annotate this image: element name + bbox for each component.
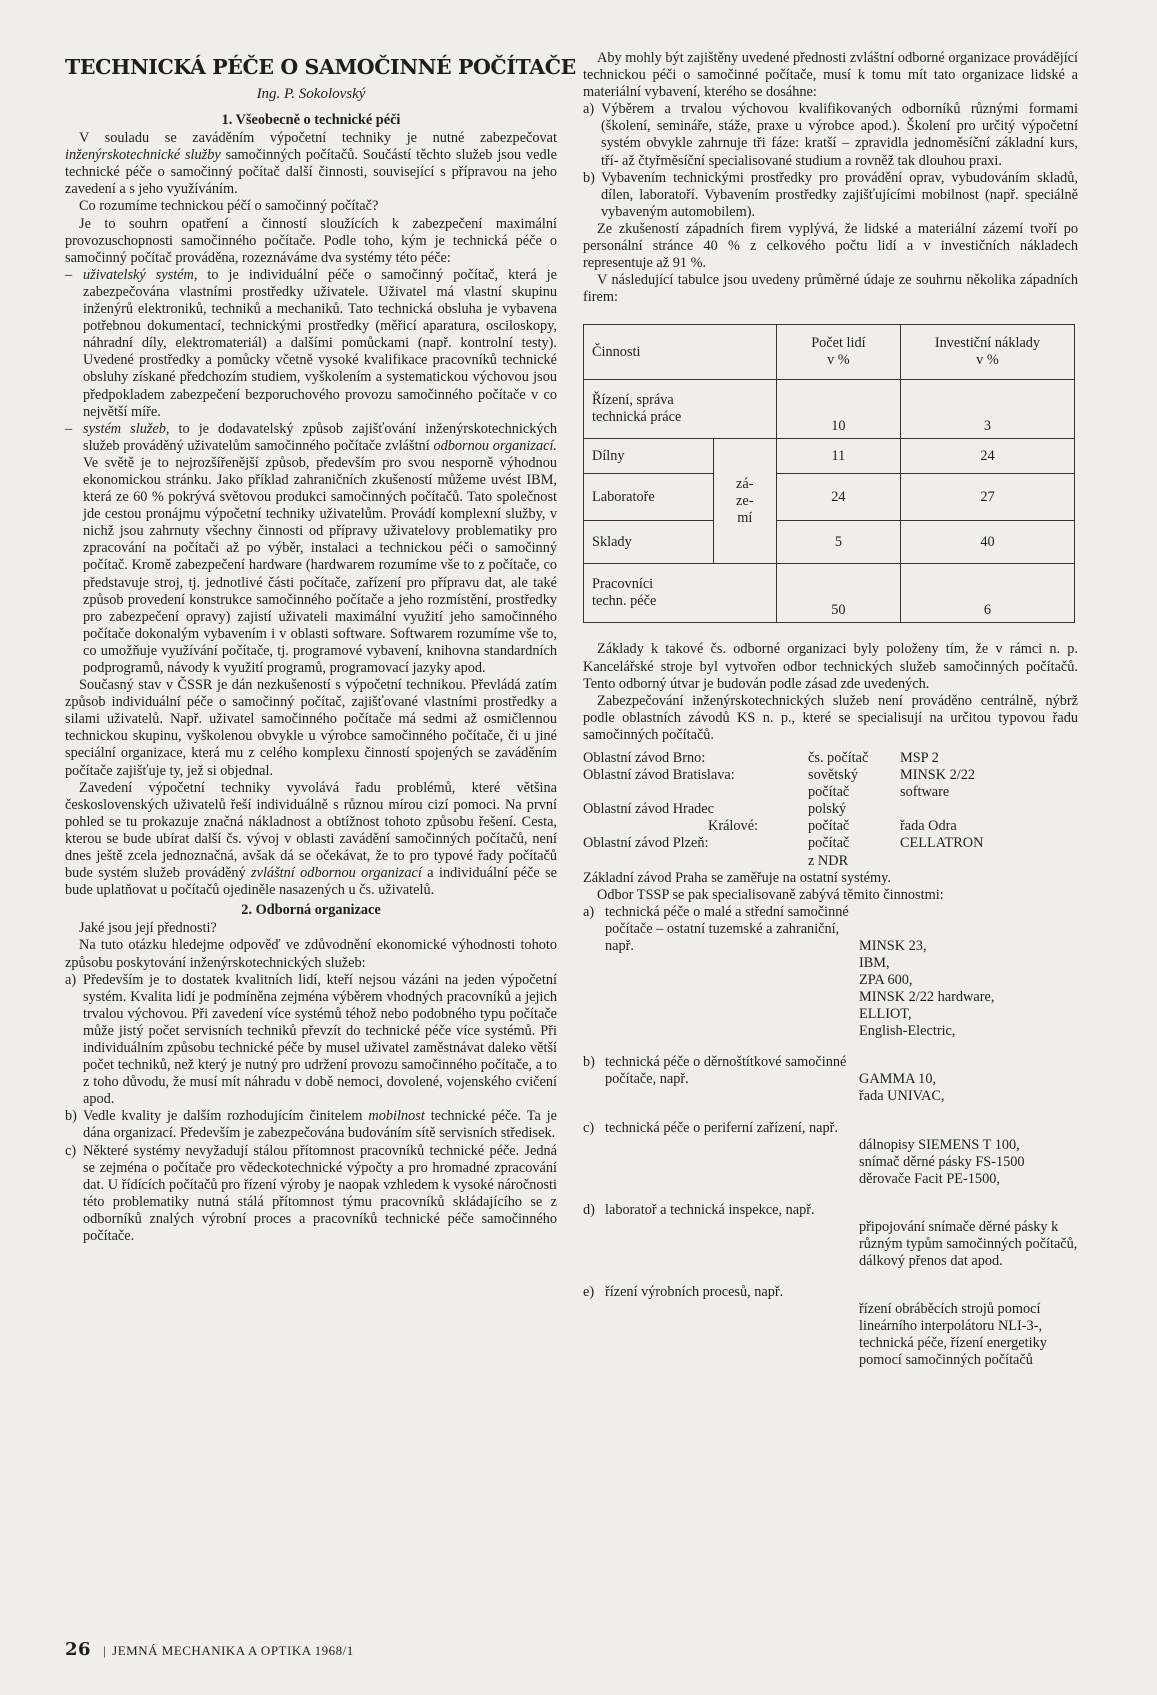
regional-plants-list [583,750,1078,870]
plant-name: Oblastní závod Plzeň: [583,835,709,852]
table-cell: 6 [900,564,1074,623]
plant-computer: CELLATRON [900,835,984,852]
list-item: b) Vedle kvality je dalším rozhodujícím činitelem mobilnost technické péče. Ta je dána organizací. Především je zabezpečována budováním sítě servisních středisek. [65,1108,557,1142]
list-item: c) Některé systémy nevyžadují stálou přítomnost pracovníků technické péče. Jedná se zejména o počítače pro vědeckotechnické výpočty a pro hromadné zpracování dat. U řídících počítačů pro řízení výroby je naopak vzhledem k vysoké náročnosti této problematiky nutná stálá přítomnost týmu pracovníků skládajícího se z odborníků znalých výrobní proces a pracovníků technické péče samočinného počítače. [65,1142,557,1244]
paragraph: Základy k takové čs. odborné organizaci byly položeny tím, že v rámci n. p. Kancelářské stroje byl vytvořen odbor technických služeb samočinných počítačů. Tento odborný útvar je budován podle zásad zde uvedených. [583,641,1078,692]
paragraph: Na tuto otázku hledejme odpověď ve zdůvodnění ekonomické výhodnosti tohoto způsobu poskytování inženýrskotechnických služeb: [65,937,557,971]
article-title: TECHNICKÁ PÉČE O SAMOČINNÉ POČÍTAČE [65,55,576,79]
paragraph: Zavedení výpočetní techniky vyvolává řadu problémů, které většina československých uživatelů řeší individuálně s různou mírou cizí pomoci. Na první pohled se tu prokazuje značná nákladnost a obtížnost tohoto způsobu řešení. Cesta, kterou se bude ubírat další čs. vývoj v oblasti zavádění samočinných počítačů, není dnes ještě zcela jednoznačná, avšak dá se očekávat, že to pro typové řady počítačů bude systém služeb prováděný zvláštní odbornou organizací a individuální péče se bude uplatňovat u počítačů ojediněle nasazených u čs. uživatelů. [65,779,557,899]
page-footer [65,1639,354,1660]
service-examples: MINSK 23, IBM, ZPA 600, MINSK 2/22 hardware, ELLIOT, English-Electric, [859,937,995,1040]
table-cell: 24 [900,439,1074,474]
plant-type: sovětský počítač [808,767,859,801]
paragraph: Zabezpečování inženýrskotechnických služeb není prováděno centrálně, nýbrž podle oblastních závodů KS n. p., které se specialisují na určitou typovou řadu samočinných počítačů. [583,692,1078,743]
table-header-cell: Činnosti [584,325,777,380]
plant-computer: MSP 2 [900,749,939,766]
journal-name: JEMNÁ MECHANIKA A OPTIKA 1968/1 [112,1643,354,1658]
left-column [65,50,576,1245]
table-cell: 24 [776,474,900,521]
service-item: c) technická péče o periferní zařízení, např. [583,1119,838,1136]
table-cell: Laboratoře [584,474,714,521]
plant-name: Oblastní závod Brno: [583,749,706,766]
table-cell: 11 [776,439,900,474]
paragraph: V souladu se zaváděním výpočetní techniky je nutné zabezpečovat inženýrskotechnické služby samočinných počítačů. Součástí těchto služeb jsou vedle technické péče o samočinný počítač další činnosti, související s přípravou na jeho zavedení a s jeho využíváním. [65,130,557,198]
table-cell: Dílny [584,439,714,474]
table-header-row [584,325,1075,380]
dash-item: – systém služeb, to je dodavatelský způsob zajišťování inženýrskotechnických služeb prováděný uživatelům samočinného počítače zvláštní odbornou organizací. Ve světě je to nejrozšířenější způsob, především pro svou nesporně výhodnou ekonomickou stránku. Jako příklad zahraničních zkušeností můžeme uvést IBM, která ze 60 % pokrývá světovou produkci samočinných počítačů. Tato společnost jde cestou pronájmu výpočetní techniky uživatelům. Provádí komplexní služby, v nichž jsou zahrnuty všechny činnosti od přípravy uživatelovy problematiky pro zpracování na počítači až po výběr, instalaci a technickou péči o samočinný počítač. Kromě zabezpečení hardware (hardwarem rozumíme vše to z počítače, co představuje stroj, tj. jednotlivé části počítače, zařízení pro přípravu dat, ale také způsob provedení konstrukce samočinného počítače a jeho rozmístění, prostředky pro zabezpečení opravy) zajistí uživateli maximální využití jeho samočinného počítače dokonalým vybavením i v oblasti software. Softwarem rozumíme vše to, co umožňuje využívání počítače, tj. programové vybavení, knihovna standardních podprogramů, návody k využití programů, programovací jazyky apod. [65,420,557,676]
paragraph: Ze zkušeností západních firem vyplývá, že lidské a materiální zázemí tvoří po personální stránce 40 % z celkového počtu lidí a v investičních nákladech representuje až 91 %. [583,220,1078,272]
table-header-cell: Počet lidí v % [776,325,900,380]
table-cell: 3 [900,380,1074,439]
service-item: e) řízení výrobních procesů, např. [583,1284,784,1301]
paragraph: Odbor TSSP se pak specialisovaně zabývá těmito činnostmi: [597,886,944,903]
table-row [584,439,1075,474]
plant-type: čs. počítač [808,749,869,766]
dash-item: – uživatelský systém, to je individuální péče o samočinný počítač, která je zabezpečována vlastními prostředky uživatele. Uživatel má vlastní skupinu inženýrů elektroniků, techniků a mechaniků. Tato technická obsluha je vybavena potřebnou dokumentací, technickými prostředky (měřicí aparatura, osciloskopy, náhradní díly, elektromateriál) a dalšími pomůckami (např. kontrolní testy). Uvedené prostředky a pomůcky včetně vysoké kvalifikace pracovníků technické obsluhy získané předchozím studiem, vyškolením a systematickou výchovou jsou předpokladem zabezpečení bezporuchového provozu samočinného počítače v co největší míře. [65,266,557,420]
article-author: Ing. P. Sokolovský [256,86,366,102]
plant-computer: MINSK 2/22 software [900,767,976,801]
paragraph: Jaké jsou její přednosti? [79,920,217,937]
plant-name: Oblastní závod Hradec Králové: [583,801,759,835]
table-cell: 50 [776,564,900,623]
paragraph: Základní závod Praha se zaměřuje na ostatní systémy. [583,869,891,886]
table-cell: 40 [900,521,1074,564]
plant-name: Oblastní závod Bratislava: [583,767,735,784]
data-table [583,324,1075,623]
table-cell: 27 [900,474,1074,521]
plant-type: polský počítač [808,801,850,835]
plant-computer: řada Odra [900,818,957,835]
table-brace-cell: zá- ze- mí [713,439,776,564]
service-item: a) technická péče o malé a střední samočinné počítače – ostatní tuzemské a zahraniční, např. [583,903,849,954]
table-row [584,474,1075,521]
table-row [584,521,1075,564]
table-cell: Řízení, správa technická práce [584,380,777,439]
section-1-heading: 1. Všeobecně o technické péči [221,112,401,129]
service-item: d) laboratoř a technická inspekce, např. [583,1201,815,1218]
list-item: a) Výběrem a trvalou výchovou kvalifikovaných odborníků různými formami (školení, semináře, stáže, praxe u výrobce apod.). Školení pro určitý výpočetní systém obvykle zahrnuje tři fáze: kratší – zpravidla jednoměsíční základní kurs, tří- až čtyřměsíční specialisované studium a rovněž tak dlouhou praxi. [583,101,1078,169]
page-number: 26 [65,1639,92,1660]
right-column [583,50,1078,1370]
table-header-cell: Investiční náklady v % [900,325,1074,380]
table-cell: Sklady [584,521,714,564]
footer-divider: | [103,1643,107,1658]
paragraph: Aby mohly být zajištěny uvedené přednosti zvláštní odborné organizace provádějící technickou péči o samočinné počítače, musí k tomu mít tato organizace lidské a materiální vybavení, kterého se dosáhne: [583,50,1078,101]
table-row [584,380,1075,439]
section-2-heading: 2. Odborná organizace [241,902,381,919]
list-item: a) Především je to dostatek kvalitních lidí, kteří nejsou vázáni na jeden výpočetní systém. Kvalita lidí je podmíněna zejména výběrem vhodných pracovníků a jejich trvalou výchovou. Při zavedení více systémů téhož nebo podobného typu počítače může jistý počet servisních techniků převzít do technické péče více systémů. Při individuálním způsobu technické péče by musel uživatel zaměstnávat daleko větší počet techniků, než který je nutný pro udržení provozu samočinného počítače, a to z toho důvodu, že musí mít náhradu v době nemoci, dovolené, vojenského cvičení apod. [65,971,557,1108]
service-examples: dálnopisy SIEMENS T 100, snímač děrné pásky FS-1500 děrovače Facit PE-1500, [859,1136,1025,1187]
list-item: b) Vybavením technickými prostředky pro provádění oprav, vybudováním skladů, dílen, laboratoří. Vybavením prostředky zajišťujícími mobilnost (např. speciálně vybaveným automobilem). [583,169,1078,220]
paragraph: Současný stav v ČSSR je dán nezkušeností s výpočetní technikou. Převládá zatím způsob individuální péče o samočinný počítač, zajišťované vlastními prostředky a silami uživatelů. Např. uživatel samočinného počítače má sedmi až osmičlennou technickou skupinu, vyškolenou obvykle u výrobce samočinného počítače, či u jiné speciální organizace, která mu z celého komplexu činností spojených se zaváděním počítače zajišťuje ty, jež si objednal. [65,677,557,779]
table-cell: Pracovníci techn. péče [584,564,777,623]
services-list [583,904,1078,1370]
paragraph: Co rozumíme technickou péčí o samočinný počítač? [79,198,379,215]
table-cell: 10 [776,380,900,439]
plant-type: počítač z NDR [808,835,850,869]
service-item: b) technická péče o děrnoštítkové samočinné počítače, např. [583,1054,847,1088]
table-cell: 5 [776,521,900,564]
table-row [584,564,1075,623]
service-examples: řízení obráběcích strojů pomocí lineárního interpolátoru NLI-3-, technická péče, řízení energetiky pomocí samočinných počítačů [859,1301,1047,1369]
service-examples: GAMMA 10, řada UNIVAC, [859,1071,945,1105]
paragraph: V následující tabulce jsou uvedeny průměrné údaje ze souhrnu několika západních firem: [583,272,1078,306]
paragraph: Je to souhrn opatření a činností sloužících k zabezpečení maximální provozuschopnosti samočinného počítače. Podle toho, kým je technická péče o samočinný počítač prováděna, rozeznáváme dva systémy této péče: [65,215,557,266]
service-examples: připojování snímače děrné pásky k různým typům samočinných počítačů, dálkový přenos dat apod. [859,1218,1078,1270]
